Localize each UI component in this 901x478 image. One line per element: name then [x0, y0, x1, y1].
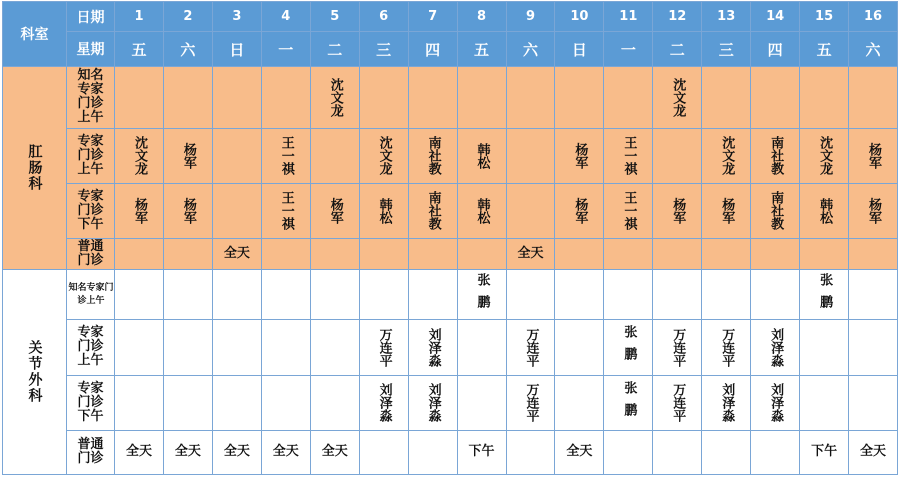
schedule-cell — [751, 375, 800, 430]
date-cell: 11 — [604, 2, 653, 32]
schedule-cell — [751, 320, 800, 375]
doctor-name: 刘泽淼 — [425, 327, 441, 367]
schedule-cell — [408, 375, 457, 430]
schedule-cell — [751, 238, 800, 269]
dept-header-label: 科室 — [20, 27, 49, 44]
schedule-cell — [702, 238, 751, 269]
clinic-type-cell — [67, 430, 115, 474]
schedule-cell — [653, 128, 702, 183]
schedule-cell — [702, 128, 751, 183]
date-cell: 14 — [751, 2, 800, 32]
schedule-cell — [653, 67, 702, 128]
weekday-cell: 二 — [310, 32, 359, 67]
schedule-cell — [310, 128, 359, 183]
weekday-cell: 一 — [604, 32, 653, 67]
schedule-cell — [506, 375, 555, 430]
clinic-type-label: 专家门诊上午 — [77, 325, 104, 369]
weekday-cell: 六 — [163, 32, 212, 67]
schedule-cell — [115, 375, 164, 430]
doctor-name: 全天 — [272, 444, 299, 460]
doctor-name: 杨军 — [572, 142, 588, 169]
schedule-cell — [212, 238, 261, 269]
schedule-cell — [702, 320, 751, 375]
schedule-row — [3, 183, 898, 238]
doctor-name: 全天 — [517, 246, 544, 262]
schedule-row — [3, 320, 898, 375]
schedule-cell — [212, 67, 261, 128]
doctor-name: 刘泽淼 — [425, 383, 441, 423]
weekday-cell: 三 — [359, 32, 408, 67]
schedule-cell — [408, 183, 457, 238]
date-header — [67, 2, 115, 32]
schedule-cell — [310, 375, 359, 430]
clinic-type-label: 知名专家门诊上午 — [68, 282, 114, 306]
doctor-name: 张鹏 — [621, 325, 637, 370]
schedule-cell — [653, 375, 702, 430]
schedule-cell — [261, 320, 310, 375]
doctor-name: 刘泽淼 — [768, 383, 784, 423]
date-cell: 7 — [408, 2, 457, 32]
schedule-cell — [163, 67, 212, 128]
schedule-cell — [604, 320, 653, 375]
schedule-cell — [457, 375, 506, 430]
schedule-cell — [555, 375, 604, 430]
department-cell — [3, 67, 67, 270]
weekday-header-label: 星期 — [76, 42, 105, 59]
schedule-cell — [359, 67, 408, 128]
weekday-cell: 五 — [457, 32, 506, 67]
schedule-cell — [310, 183, 359, 238]
schedule-cell — [261, 375, 310, 430]
doctor-name: 王一祺 — [621, 136, 637, 176]
schedule-cell — [604, 270, 653, 320]
schedule-cell — [604, 430, 653, 474]
doctor-name: 杨军 — [719, 197, 735, 224]
date-cell: 3 — [212, 2, 261, 32]
doctor-name: 杨军 — [180, 142, 196, 169]
schedule-cell — [751, 430, 800, 474]
clinic-type-label: 专家门诊上午 — [77, 133, 104, 177]
schedule-cell — [359, 183, 408, 238]
schedule-cell — [751, 128, 800, 183]
schedule-cell — [115, 320, 164, 375]
schedule-cell — [751, 270, 800, 320]
date-cell: 10 — [555, 2, 604, 32]
schedule-cell — [849, 238, 898, 269]
schedule-cell — [604, 238, 653, 269]
schedule-cell — [555, 183, 604, 238]
schedule-cell — [163, 375, 212, 430]
schedule-cell — [849, 375, 898, 430]
schedule-cell — [212, 320, 261, 375]
schedule-cell — [359, 238, 408, 269]
schedule-cell — [115, 430, 164, 474]
schedule-cell — [800, 375, 849, 430]
doctor-name: 全天 — [860, 444, 887, 460]
doctor-name: 万连平 — [670, 383, 686, 423]
doctor-name: 全天 — [174, 444, 201, 460]
schedule-cell — [555, 128, 604, 183]
weekday-cell: 二 — [653, 32, 702, 67]
schedule-cell — [408, 270, 457, 320]
schedule-cell — [702, 375, 751, 430]
doctor-name: 刘泽淼 — [768, 327, 784, 367]
schedule-row — [3, 270, 898, 320]
clinic-type-label: 知名专家门诊上午 — [77, 68, 104, 126]
schedule-cell — [604, 128, 653, 183]
schedule-cell — [261, 430, 310, 474]
schedule-cell — [163, 183, 212, 238]
doctor-name: 沈文龙 — [670, 77, 686, 117]
doctor-name: 全天 — [223, 246, 250, 262]
schedule-cell — [163, 238, 212, 269]
schedule-cell — [653, 270, 702, 320]
schedule-cell — [604, 183, 653, 238]
doctor-name: 南社教 — [768, 136, 784, 176]
doctor-name: 刘泽淼 — [376, 383, 392, 423]
doctor-name: 张鹏 — [474, 272, 490, 317]
schedule-cell — [506, 67, 555, 128]
schedule-row — [3, 430, 898, 474]
doctor-name: 韩松 — [817, 197, 833, 224]
schedule-cell — [115, 67, 164, 128]
weekday-cell: 三 — [702, 32, 751, 67]
date-cell: 13 — [702, 2, 751, 32]
date-cell: 2 — [163, 2, 212, 32]
schedule-cell — [261, 270, 310, 320]
clinic-type-cell — [67, 270, 115, 320]
schedule-cell — [849, 183, 898, 238]
weekday-cell: 日 — [212, 32, 261, 67]
schedule-cell — [457, 238, 506, 269]
schedule-row — [3, 375, 898, 430]
weekday-cell: 五 — [800, 32, 849, 67]
doctor-name: 万连平 — [670, 327, 686, 367]
schedule-cell — [506, 238, 555, 269]
doctor-name: 万连平 — [376, 327, 392, 367]
schedule-cell — [408, 238, 457, 269]
schedule-cell — [212, 430, 261, 474]
schedule-cell — [359, 430, 408, 474]
schedule-cell — [653, 320, 702, 375]
doctor-name: 杨军 — [866, 197, 882, 224]
schedule-cell — [506, 270, 555, 320]
clinic-type-cell — [67, 375, 115, 430]
schedule-cell — [212, 270, 261, 320]
schedule-cell — [310, 270, 359, 320]
schedule-cell — [359, 375, 408, 430]
date-cell: 15 — [800, 2, 849, 32]
doctor-name: 张鹏 — [817, 272, 833, 317]
schedule-cell — [506, 183, 555, 238]
schedule-cell — [310, 238, 359, 269]
doctor-name: 万连平 — [719, 327, 735, 367]
dept-header — [3, 2, 67, 67]
schedule-cell — [408, 67, 457, 128]
date-cell: 8 — [457, 2, 506, 32]
weekday-header — [67, 32, 115, 67]
schedule-cell — [115, 270, 164, 320]
doctor-name: 万连平 — [523, 327, 539, 367]
schedule-cell — [115, 238, 164, 269]
doctor-name: 全天 — [566, 444, 593, 460]
schedule-cell — [555, 320, 604, 375]
schedule-cell — [115, 183, 164, 238]
schedule-cell — [359, 270, 408, 320]
schedule-cell — [849, 128, 898, 183]
clinic-type-cell — [67, 67, 115, 128]
schedule-cell — [800, 67, 849, 128]
clinic-type-label: 专家门诊下午 — [77, 188, 104, 232]
schedule-cell — [506, 320, 555, 375]
date-cell: 4 — [261, 2, 310, 32]
doctor-name: 王一祺 — [278, 191, 294, 231]
schedule-cell — [555, 430, 604, 474]
schedule-cell — [849, 270, 898, 320]
schedule-cell — [457, 67, 506, 128]
date-cell: 6 — [359, 2, 408, 32]
doctor-name: 杨军 — [131, 197, 147, 224]
doctor-name: 沈文龙 — [327, 77, 343, 117]
schedule-cell — [310, 320, 359, 375]
doctor-name: 南社教 — [425, 191, 441, 231]
weekday-cell: 五 — [115, 32, 164, 67]
schedule-cell — [310, 67, 359, 128]
schedule-cell — [702, 67, 751, 128]
clinic-type-cell — [67, 238, 115, 269]
date-cell: 5 — [310, 2, 359, 32]
schedule-cell — [408, 320, 457, 375]
schedule-cell — [408, 430, 457, 474]
doctor-name: 全天 — [321, 444, 348, 460]
schedule-row — [3, 238, 898, 269]
doctor-name: 王一祺 — [621, 191, 637, 231]
doctor-name: 南社教 — [768, 191, 784, 231]
clinic-type-cell — [67, 183, 115, 238]
department-cell — [3, 270, 67, 475]
schedule-row — [3, 128, 898, 183]
weekday-cell: 一 — [261, 32, 310, 67]
clinic-type-cell — [67, 128, 115, 183]
schedule-cell — [702, 270, 751, 320]
schedule-cell — [751, 67, 800, 128]
schedule-cell — [653, 430, 702, 474]
schedule-cell — [359, 320, 408, 375]
weekday-cell: 六 — [506, 32, 555, 67]
schedule-cell — [310, 430, 359, 474]
weekday-cell: 六 — [849, 32, 898, 67]
clinic-type-label: 专家门诊下午 — [77, 380, 104, 424]
header-date-row — [3, 2, 898, 32]
weekday-cell: 四 — [751, 32, 800, 67]
clinic-type-label: 普通门诊 — [77, 437, 104, 467]
department-name: 肛肠科 — [26, 144, 43, 193]
clinic-type-label: 普通门诊 — [77, 239, 104, 269]
schedule-cell — [849, 67, 898, 128]
schedule-cell — [653, 238, 702, 269]
doctor-name: 韩松 — [474, 197, 490, 224]
date-cell: 12 — [653, 2, 702, 32]
doctor-name: 刘泽淼 — [719, 383, 735, 423]
schedule-cell — [849, 320, 898, 375]
doctor-name: 下午 — [468, 444, 495, 460]
schedule-cell — [457, 183, 506, 238]
schedule-cell — [702, 183, 751, 238]
schedule-cell — [261, 183, 310, 238]
schedule-cell — [800, 270, 849, 320]
schedule-cell — [457, 320, 506, 375]
clinic-type-cell — [67, 320, 115, 375]
date-cell: 1 — [115, 2, 164, 32]
schedule-cell — [261, 128, 310, 183]
schedule-cell — [800, 430, 849, 474]
schedule-cell — [702, 430, 751, 474]
doctor-name: 杨军 — [866, 142, 882, 169]
doctor-name: 沈文龙 — [817, 136, 833, 176]
schedule-cell — [163, 320, 212, 375]
schedule-cell — [506, 128, 555, 183]
schedule-cell — [457, 430, 506, 474]
schedule-cell — [261, 238, 310, 269]
doctor-name: 沈文龙 — [719, 136, 735, 176]
schedule-row — [3, 67, 898, 128]
schedule-cell — [800, 183, 849, 238]
schedule-cell — [653, 183, 702, 238]
doctor-name: 下午 — [811, 444, 838, 460]
weekday-cell: 四 — [408, 32, 457, 67]
schedule-cell — [163, 430, 212, 474]
schedule-cell — [751, 183, 800, 238]
date-cell: 16 — [849, 2, 898, 32]
schedule-table — [2, 1, 898, 475]
department-name: 关节外科 — [26, 340, 43, 405]
doctor-name: 杨军 — [180, 197, 196, 224]
schedule-cell — [163, 128, 212, 183]
doctor-name: 王一祺 — [278, 136, 294, 176]
schedule-cell — [506, 430, 555, 474]
schedule-cell — [604, 67, 653, 128]
doctor-name: 杨军 — [670, 197, 686, 224]
schedule-cell — [457, 270, 506, 320]
schedule-cell — [555, 270, 604, 320]
schedule-cell — [212, 128, 261, 183]
schedule-cell — [212, 375, 261, 430]
doctor-name: 韩松 — [376, 197, 392, 224]
schedule-cell — [555, 67, 604, 128]
schedule-cell — [555, 238, 604, 269]
doctor-name: 张鹏 — [621, 380, 637, 425]
doctor-name: 沈文龙 — [131, 136, 147, 176]
date-cell: 9 — [506, 2, 555, 32]
doctor-name: 杨军 — [327, 197, 343, 224]
schedule-cell — [800, 320, 849, 375]
schedule-cell — [604, 375, 653, 430]
date-header-label: 日期 — [76, 9, 105, 26]
doctor-name: 万连平 — [523, 383, 539, 423]
schedule-cell — [849, 430, 898, 474]
doctor-name: 杨军 — [572, 197, 588, 224]
schedule-cell — [800, 128, 849, 183]
schedule-cell — [212, 183, 261, 238]
header-weekday-row — [3, 32, 898, 67]
schedule-cell — [163, 270, 212, 320]
schedule-cell — [261, 67, 310, 128]
schedule-cell — [457, 128, 506, 183]
schedule-cell — [115, 128, 164, 183]
schedule-cell — [408, 128, 457, 183]
doctor-name: 全天 — [125, 444, 152, 460]
doctor-name: 沈文龙 — [376, 136, 392, 176]
doctor-name: 南社教 — [425, 136, 441, 176]
doctor-name: 韩松 — [474, 142, 490, 169]
schedule-cell — [359, 128, 408, 183]
schedule-cell — [800, 238, 849, 269]
weekday-cell: 日 — [555, 32, 604, 67]
doctor-name: 全天 — [223, 444, 250, 460]
